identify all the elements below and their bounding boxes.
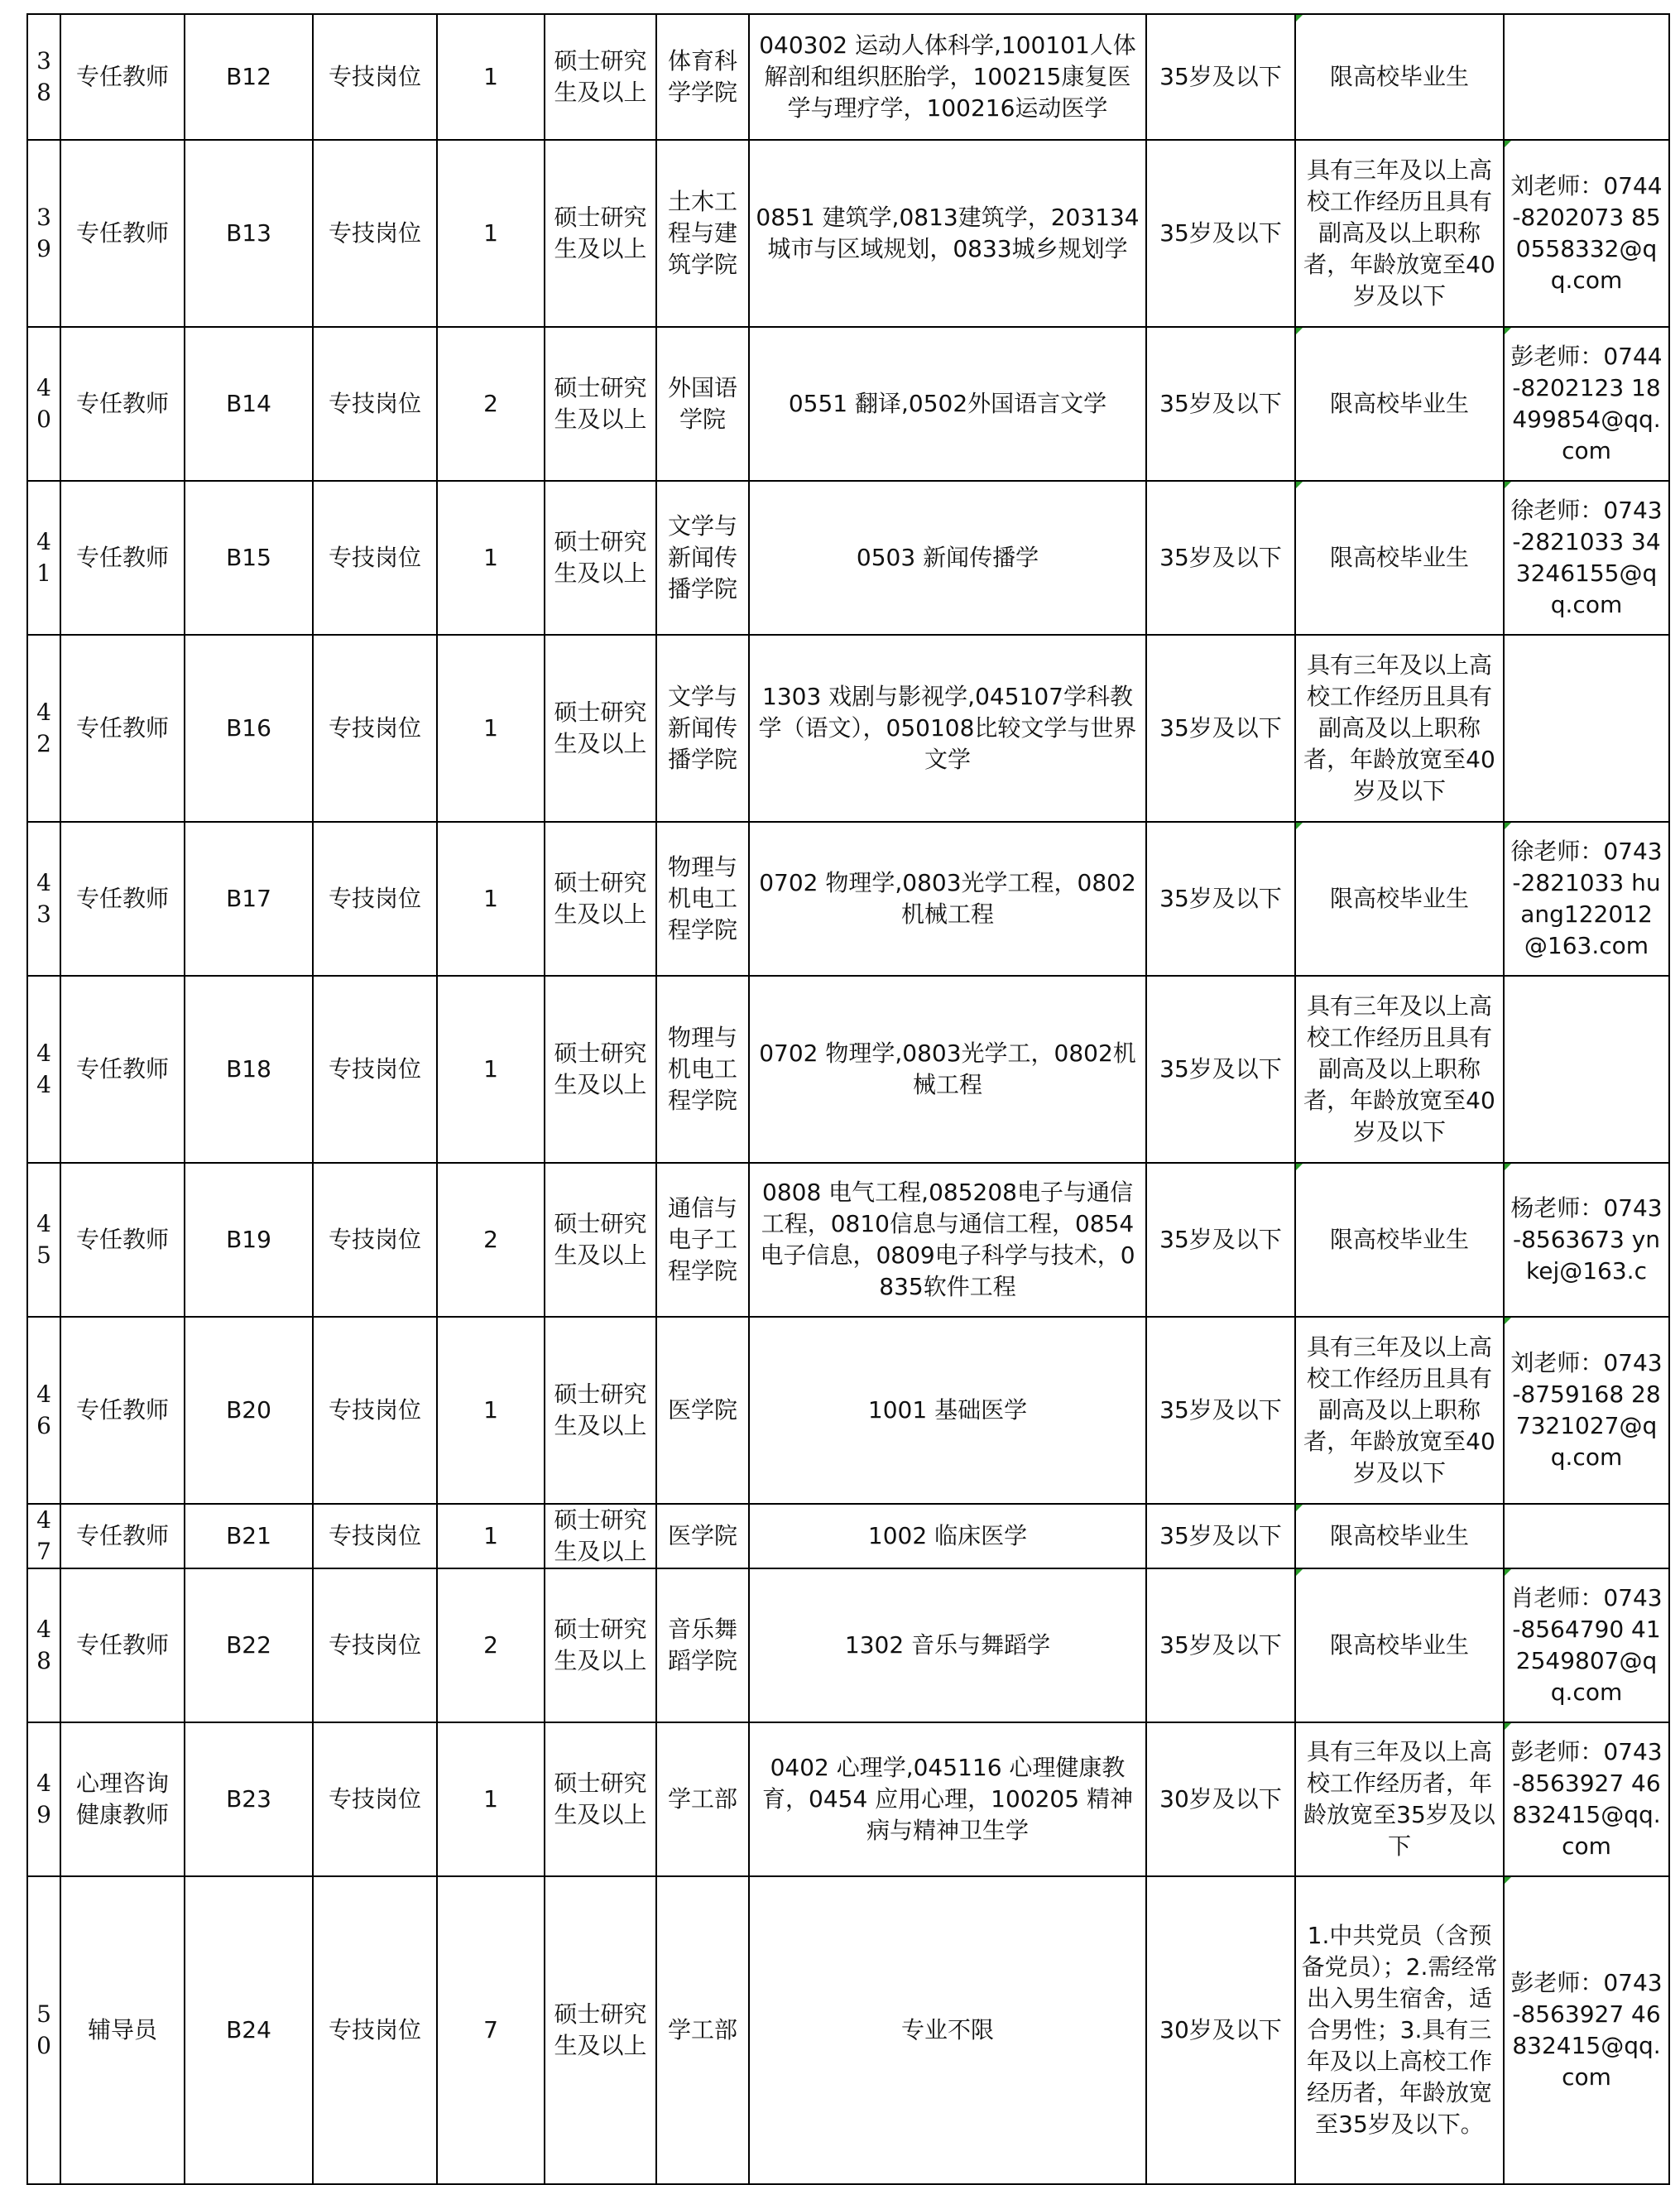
position-name-cell: 专任教师 — [60, 976, 185, 1163]
department-cell: 学工部 — [656, 1876, 749, 2184]
position-type-cell: 专技岗位 — [313, 822, 437, 976]
hiring-count-cell: 2 — [437, 327, 545, 481]
row-number-cell: 50 — [27, 1876, 60, 2184]
education-requirement-cell: 硕士研究生及以上 — [545, 481, 656, 635]
major-requirement-cell: 1001 基础医学 — [749, 1317, 1146, 1504]
position-code-cell: B24 — [185, 1876, 313, 2184]
position-code-cell: B14 — [185, 327, 313, 481]
table-row — [27, 1876, 1669, 2184]
contact-info-cell — [1504, 635, 1669, 822]
position-type-cell: 专技岗位 — [313, 1163, 437, 1317]
department-cell: 体育科学学院 — [656, 14, 749, 140]
other-requirement-cell: 限高校毕业生 — [1295, 327, 1504, 481]
contact-info-cell — [1504, 976, 1669, 1163]
table-row — [27, 1568, 1669, 1722]
age-requirement-cell: 35岁及以下 — [1146, 1504, 1295, 1568]
major-requirement-cell: 040302 运动人体科学,100101人体解剖和组织胚胎学，100215康复医学与理疗学，100216运动医学 — [749, 14, 1146, 140]
other-requirement-cell: 具有三年及以上高校工作经历且具有副高及以上职称者，年龄放宽至40岁及以下 — [1295, 635, 1504, 822]
major-requirement-cell: 0551 翻译,0502外国语言文学 — [749, 327, 1146, 481]
row-number-cell: 47 — [27, 1504, 60, 1568]
position-code-cell: B17 — [185, 822, 313, 976]
hiring-count-cell: 1 — [437, 1504, 545, 1568]
other-requirement-cell: 具有三年及以上高校工作经历且具有副高及以上职称者，年龄放宽至40岁及以下 — [1295, 976, 1504, 1163]
position-name-cell: 心理咨询健康教师 — [60, 1722, 185, 1876]
position-type-cell: 专技岗位 — [313, 481, 437, 635]
table-row — [27, 481, 1669, 635]
position-name-cell: 专任教师 — [60, 1504, 185, 1568]
age-requirement-cell: 35岁及以下 — [1146, 635, 1295, 822]
other-requirement-cell: 限高校毕业生 — [1295, 822, 1504, 976]
row-number-cell: 40 — [27, 327, 60, 481]
major-requirement-cell: 1302 音乐与舞蹈学 — [749, 1568, 1146, 1722]
education-requirement-cell: 硕士研究生及以上 — [545, 140, 656, 327]
hiring-count-cell: 1 — [437, 635, 545, 822]
major-requirement-cell: 1002 临床医学 — [749, 1504, 1146, 1568]
hiring-count-cell: 1 — [437, 976, 545, 1163]
contact-info-cell: 杨老师：0743-8563673 ynkej@163.c — [1504, 1163, 1669, 1317]
age-requirement-cell: 35岁及以下 — [1146, 1163, 1295, 1317]
education-requirement-cell: 硕士研究生及以上 — [545, 1722, 656, 1876]
position-type-cell: 专技岗位 — [313, 1504, 437, 1568]
position-type-cell: 专技岗位 — [313, 14, 437, 140]
table-body — [27, 14, 1669, 2184]
position-name-cell: 专任教师 — [60, 1317, 185, 1504]
position-type-cell: 专技岗位 — [313, 327, 437, 481]
department-cell: 学工部 — [656, 1722, 749, 1876]
department-cell: 通信与电子工程学院 — [656, 1163, 749, 1317]
table-row — [27, 1722, 1669, 1876]
position-code-cell: B15 — [185, 481, 313, 635]
department-cell: 音乐舞蹈学院 — [656, 1568, 749, 1722]
hiring-count-cell: 1 — [437, 1722, 545, 1876]
major-requirement-cell: 1303 戏剧与影视学,045107学科教学（语文），050108比较文学与世界文学 — [749, 635, 1146, 822]
department-cell: 医学院 — [656, 1504, 749, 1568]
contact-info-cell: 徐老师：0743-2821033 343246155@qq.com — [1504, 481, 1669, 635]
department-cell: 医学院 — [656, 1317, 749, 1504]
row-number-cell: 43 — [27, 822, 60, 976]
position-type-cell: 专技岗位 — [313, 635, 437, 822]
position-name-cell: 专任教师 — [60, 822, 185, 976]
major-requirement-cell: 0503 新闻传播学 — [749, 481, 1146, 635]
position-type-cell: 专技岗位 — [313, 976, 437, 1163]
position-name-cell: 专任教师 — [60, 140, 185, 327]
other-requirement-cell: 限高校毕业生 — [1295, 14, 1504, 140]
recruitment-table — [26, 13, 1670, 2185]
department-cell: 土木工程与建筑学院 — [656, 140, 749, 327]
hiring-count-cell: 2 — [437, 1163, 545, 1317]
contact-info-cell: 彭老师：0743-8563927 46832415@qq.com — [1504, 1722, 1669, 1876]
position-code-cell: B20 — [185, 1317, 313, 1504]
major-requirement-cell: 专业不限 — [749, 1876, 1146, 2184]
table-row — [27, 140, 1669, 327]
position-code-cell: B12 — [185, 14, 313, 140]
age-requirement-cell: 35岁及以下 — [1146, 1317, 1295, 1504]
row-number-cell: 44 — [27, 976, 60, 1163]
table-row — [27, 976, 1669, 1163]
position-type-cell: 专技岗位 — [313, 1317, 437, 1504]
position-name-cell: 辅导员 — [60, 1876, 185, 2184]
row-number-cell: 49 — [27, 1722, 60, 1876]
contact-info-cell: 彭老师：0744-8202123 18499854@qq.com — [1504, 327, 1669, 481]
education-requirement-cell: 硕士研究生及以上 — [545, 14, 656, 140]
major-requirement-cell: 0702 物理学,0803光学工，0802机械工程 — [749, 976, 1146, 1163]
position-type-cell: 专技岗位 — [313, 1722, 437, 1876]
major-requirement-cell: 0702 物理学,0803光学工程，0802机械工程 — [749, 822, 1146, 976]
row-number-cell: 48 — [27, 1568, 60, 1722]
table-row — [27, 327, 1669, 481]
position-code-cell: B21 — [185, 1504, 313, 1568]
row-number-cell: 41 — [27, 481, 60, 635]
position-code-cell: B16 — [185, 635, 313, 822]
other-requirement-cell: 具有三年及以上高校工作经历且具有副高及以上职称者，年龄放宽至40岁及以下 — [1295, 1317, 1504, 1504]
education-requirement-cell: 硕士研究生及以上 — [545, 1876, 656, 2184]
education-requirement-cell: 硕士研究生及以上 — [545, 1317, 656, 1504]
age-requirement-cell: 30岁及以下 — [1146, 1876, 1295, 2184]
other-requirement-cell: 限高校毕业生 — [1295, 1568, 1504, 1722]
row-number-cell: 45 — [27, 1163, 60, 1317]
hiring-count-cell: 7 — [437, 1876, 545, 2184]
position-name-cell: 专任教师 — [60, 327, 185, 481]
row-number-cell: 42 — [27, 635, 60, 822]
row-number-cell: 39 — [27, 140, 60, 327]
education-requirement-cell: 硕士研究生及以上 — [545, 327, 656, 481]
position-type-cell: 专技岗位 — [313, 1876, 437, 2184]
position-code-cell: B19 — [185, 1163, 313, 1317]
contact-info-cell: 肖老师：0743-8564790 412549807@qq.com — [1504, 1568, 1669, 1722]
age-requirement-cell: 35岁及以下 — [1146, 140, 1295, 327]
table-row — [27, 1504, 1669, 1568]
education-requirement-cell: 硕士研究生及以上 — [545, 635, 656, 822]
other-requirement-cell: 具有三年及以上高校工作经历者，年龄放宽至35岁及以下 — [1295, 1722, 1504, 1876]
position-code-cell: B22 — [185, 1568, 313, 1722]
age-requirement-cell: 35岁及以下 — [1146, 976, 1295, 1163]
hiring-count-cell: 1 — [437, 140, 545, 327]
position-type-cell: 专技岗位 — [313, 1568, 437, 1722]
department-cell: 文学与新闻传播学院 — [656, 635, 749, 822]
table-row — [27, 14, 1669, 140]
table-row — [27, 1317, 1669, 1504]
other-requirement-cell: 限高校毕业生 — [1295, 1163, 1504, 1317]
contact-info-cell: 刘老师：0743-8759168 287321027@qq.com — [1504, 1317, 1669, 1504]
age-requirement-cell: 35岁及以下 — [1146, 822, 1295, 976]
position-name-cell: 专任教师 — [60, 1568, 185, 1722]
table-row — [27, 1163, 1669, 1317]
age-requirement-cell: 30岁及以下 — [1146, 1722, 1295, 1876]
position-code-cell: B23 — [185, 1722, 313, 1876]
education-requirement-cell: 硕士研究生及以上 — [545, 1568, 656, 1722]
hiring-count-cell: 1 — [437, 481, 545, 635]
education-requirement-cell: 硕士研究生及以上 — [545, 822, 656, 976]
department-cell: 物理与机电工程学院 — [656, 822, 749, 976]
other-requirement-cell: 限高校毕业生 — [1295, 1504, 1504, 1568]
hiring-count-cell: 2 — [437, 1568, 545, 1722]
major-requirement-cell: 0808 电气工程,085208电子与通信工程，0810信息与通信工程，0854电子信息，0809电子科学与技术，0835软件工程 — [749, 1163, 1146, 1317]
department-cell: 文学与新闻传播学院 — [656, 481, 749, 635]
position-name-cell: 专任教师 — [60, 635, 185, 822]
hiring-count-cell: 1 — [437, 14, 545, 140]
table-row — [27, 822, 1669, 976]
age-requirement-cell: 35岁及以下 — [1146, 1568, 1295, 1722]
education-requirement-cell: 硕士研究生及以上 — [545, 1163, 656, 1317]
contact-info-cell — [1504, 1504, 1669, 1568]
contact-info-cell — [1504, 14, 1669, 140]
other-requirement-cell: 具有三年及以上高校工作经历且具有副高及以上职称者，年龄放宽至40岁及以下 — [1295, 140, 1504, 327]
other-requirement-cell: 限高校毕业生 — [1295, 481, 1504, 635]
contact-info-cell: 刘老师：0744-8202073 850558332@qq.com — [1504, 140, 1669, 327]
age-requirement-cell: 35岁及以下 — [1146, 14, 1295, 140]
major-requirement-cell: 0402 心理学,045116 心理健康教育，0454 应用心理，100205 精神病与精神卫生学 — [749, 1722, 1146, 1876]
position-name-cell: 专任教师 — [60, 1163, 185, 1317]
position-name-cell: 专任教师 — [60, 14, 185, 140]
position-name-cell: 专任教师 — [60, 481, 185, 635]
row-number-cell: 46 — [27, 1317, 60, 1504]
department-cell: 外国语学院 — [656, 327, 749, 481]
position-code-cell: B18 — [185, 976, 313, 1163]
education-requirement-cell: 硕士研究生及以上 — [545, 976, 656, 1163]
other-requirement-cell: 1.中共党员（含预备党员）；2.需经常出入男生宿舍，适合男性；3.具有三年及以上高校工作经历者，年龄放宽至35岁及以下。 — [1295, 1876, 1504, 2184]
position-type-cell: 专技岗位 — [313, 140, 437, 327]
major-requirement-cell: 0851 建筑学,0813建筑学，203134城市与区域规划，0833城乡规划学 — [749, 140, 1146, 327]
position-code-cell: B13 — [185, 140, 313, 327]
age-requirement-cell: 35岁及以下 — [1146, 327, 1295, 481]
hiring-count-cell: 1 — [437, 1317, 545, 1504]
hiring-count-cell: 1 — [437, 822, 545, 976]
row-number-cell: 38 — [27, 14, 60, 140]
table-row — [27, 635, 1669, 822]
age-requirement-cell: 35岁及以下 — [1146, 481, 1295, 635]
education-requirement-cell: 硕士研究生及以上 — [545, 1504, 656, 1568]
contact-info-cell: 彭老师：0743-8563927 46832415@qq.com — [1504, 1876, 1669, 2184]
department-cell: 物理与机电工程学院 — [656, 976, 749, 1163]
contact-info-cell: 徐老师：0743-2821033 huang122012@163.com — [1504, 822, 1669, 976]
